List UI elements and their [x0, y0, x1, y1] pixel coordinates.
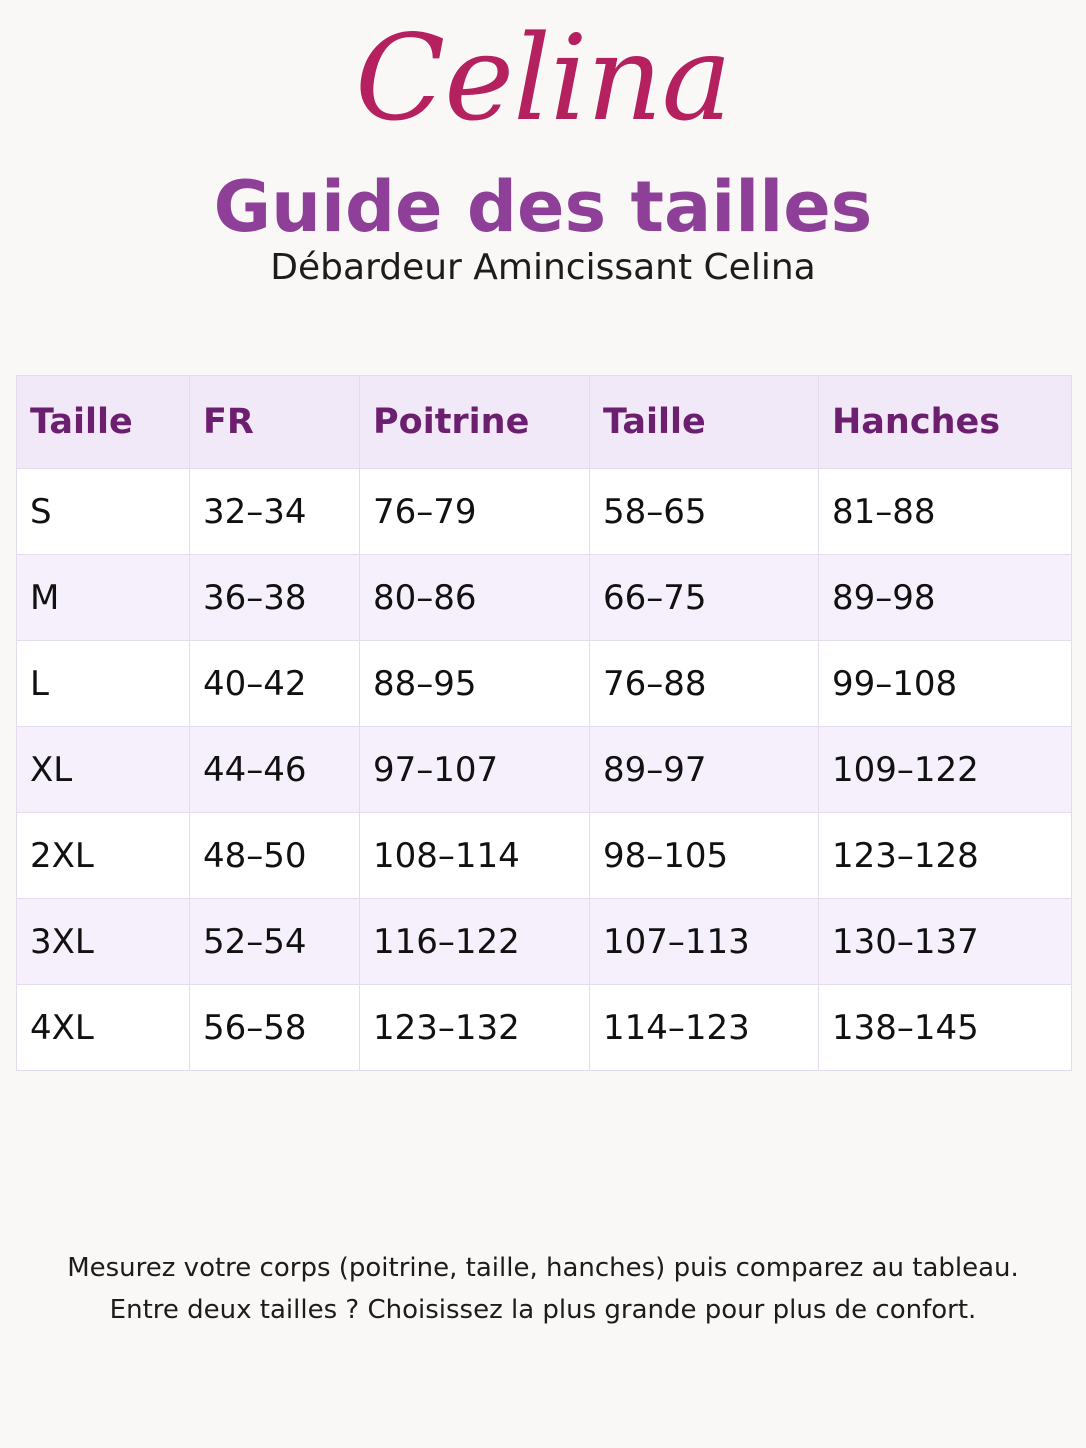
- table-cell: 76–79: [360, 469, 590, 555]
- table-cell: 97–107: [360, 727, 590, 813]
- table-row: [17, 555, 1072, 641]
- table-cell: 4XL: [17, 985, 190, 1071]
- table-row: [17, 899, 1072, 985]
- table-cell: M: [17, 555, 190, 641]
- header-cell-waist: Taille: [590, 376, 819, 469]
- table-cell: 3XL: [17, 899, 190, 985]
- table-cell: 52–54: [190, 899, 360, 985]
- table-cell: 48–50: [190, 813, 360, 899]
- table-cell: 123–132: [360, 985, 590, 1071]
- table-cell: 123–128: [819, 813, 1072, 899]
- brand-logo: Celina: [355, 9, 731, 147]
- table-row: [17, 469, 1072, 555]
- table-cell: S: [17, 469, 190, 555]
- table-cell: 88–95: [360, 641, 590, 727]
- table-cell: 32–34: [190, 469, 360, 555]
- size-table: [16, 375, 1072, 1071]
- header-cell-chest: Poitrine: [360, 376, 590, 469]
- table-cell: 89–97: [590, 727, 819, 813]
- table-cell: 76–88: [590, 641, 819, 727]
- table-row: [17, 985, 1072, 1071]
- table-cell: 98–105: [590, 813, 819, 899]
- page-title: Guide des tailles: [213, 166, 873, 248]
- table-cell: 56–58: [190, 985, 360, 1071]
- table-cell: 44–46: [190, 727, 360, 813]
- table-row: [17, 813, 1072, 899]
- table-cell: 107–113: [590, 899, 819, 985]
- table-cell: 138–145: [819, 985, 1072, 1071]
- table-cell: L: [17, 641, 190, 727]
- table-cell: 114–123: [590, 985, 819, 1071]
- table-cell: 2XL: [17, 813, 190, 899]
- table-cell: 80–86: [360, 555, 590, 641]
- table-cell: 81–88: [819, 469, 1072, 555]
- table-row: [17, 641, 1072, 727]
- table-cell: 58–65: [590, 469, 819, 555]
- table-cell: 40–42: [190, 641, 360, 727]
- table-cell: 66–75: [590, 555, 819, 641]
- page-subtitle: Débardeur Amincissant Celina: [270, 247, 816, 288]
- footer-note: [0, 1247, 1086, 1331]
- header-cell-hips: Hanches: [819, 376, 1072, 469]
- table-row: [17, 727, 1072, 813]
- header-cell-fr: FR: [190, 376, 360, 469]
- table-cell: 99–108: [819, 641, 1072, 727]
- table-cell: 36–38: [190, 555, 360, 641]
- table-cell: 108–114: [360, 813, 590, 899]
- footer-line-advice: Entre deux tailles ? Choisissez la plus grande pour plus de confort.: [109, 1295, 977, 1325]
- table-cell: 89–98: [819, 555, 1072, 641]
- table-cell: XL: [17, 727, 190, 813]
- table-cell: 116–122: [360, 899, 590, 985]
- header-cell-size: Taille: [17, 376, 190, 469]
- table-header-row: [17, 376, 1072, 469]
- table-cell: 109–122: [819, 727, 1072, 813]
- table-cell: 130–137: [819, 899, 1072, 985]
- footer-line-measure: Mesurez votre corps (poitrine, taille, hanches) puis comparez au tableau.: [67, 1253, 1019, 1283]
